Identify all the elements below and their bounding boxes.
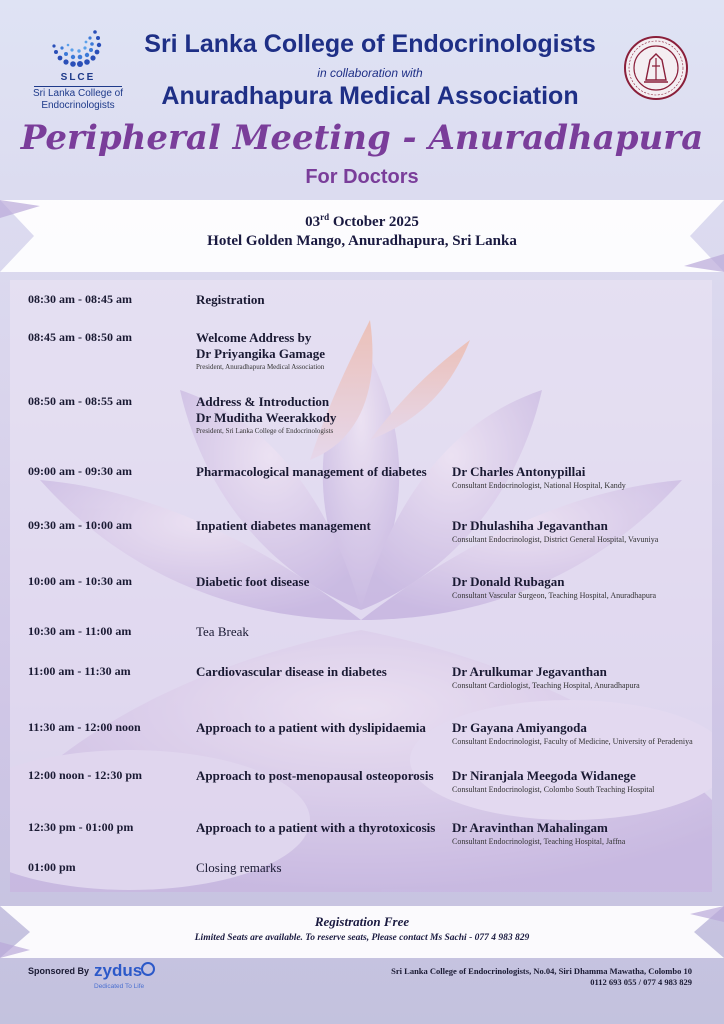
collab-text: in collaboration with	[317, 66, 423, 80]
footer-phone: 0112 693 055 / 077 4 983 829	[590, 977, 692, 987]
footer-address: Sri Lanka College of Endocrinologists, No.04, Siri Dhamma Mawatha, Colombo 10	[391, 966, 692, 976]
session-time: 12:00 noon - 12:30 pm	[28, 768, 143, 782]
session-topic: Diabetic foot disease	[196, 574, 310, 589]
speaker-name: Dr Dhulashiha Jegavanthan	[452, 518, 608, 533]
speaker-name: Dr Charles Antonypillai	[452, 464, 586, 479]
event-date	[0, 212, 724, 231]
sponsor-label: Sponsored By	[28, 966, 90, 976]
assoc-title: Anuradhapura Medical Association	[161, 82, 579, 110]
session-time: 08:50 am - 08:55 am	[28, 394, 132, 408]
session-time: 11:00 am - 11:30 am	[28, 664, 131, 678]
session-time: 10:30 am - 11:00 am	[28, 624, 132, 638]
session-topic-line1: Address & Introduction	[196, 394, 330, 409]
session-topic: Approach to post-menopausal osteoporosis	[196, 768, 434, 783]
session-topic: Closing remarks	[196, 860, 282, 875]
session-topic: Approach to a patient with a thyrotoxicosis	[196, 820, 436, 835]
session-speaker	[452, 664, 702, 691]
event-venue: Hotel Golden Mango, Anuradhapura, Sri Lanka	[207, 233, 517, 249]
speaker-title: Consultant Endocrinologist, Colombo South Teaching Hospital	[452, 785, 655, 794]
session-time: 08:30 am - 08:45 am	[28, 292, 132, 306]
speaker-name: Dr Aravinthan Mahalingam	[452, 820, 608, 835]
event-month-year: October 2025	[332, 214, 419, 230]
speaker-title: Consultant Endocrinologist, Faculty of Medicine, University of Peradeniya	[452, 737, 693, 746]
session-speaker	[452, 720, 702, 747]
session-speaker	[452, 820, 702, 847]
audience-subtitle: For Doctors	[305, 166, 419, 188]
session-topic	[196, 330, 446, 372]
association-seal-icon	[624, 36, 688, 100]
logo-abbr: SLCE	[60, 72, 96, 83]
session-topic: Cardiovascular disease in diabetes	[196, 664, 387, 679]
speaker-title: Consultant Vascular Surgeon, Teaching Hospital, Anuradhapura	[452, 591, 657, 600]
logo-name-line2: Endocrinologists	[41, 100, 115, 111]
session-time: 10:00 am - 10:30 am	[28, 574, 132, 588]
speaker-title: Consultant Endocrinologist, Teaching Hospital, Jaffna	[452, 837, 626, 846]
session-topic-line1: Welcome Address by	[196, 330, 312, 345]
session-topic: Pharmacological management of diabetes	[196, 464, 427, 479]
speaker-name: Dr Donald Rubagan	[452, 574, 565, 589]
schedule-panel	[10, 280, 712, 892]
session-time: 11:30 am - 12:00 noon	[28, 720, 141, 734]
session-time: 01:00 pm	[28, 860, 76, 874]
presenter-title: President, Sri Lanka College of Endocrinologists	[196, 427, 334, 435]
sponsor-name: zydus	[94, 961, 143, 980]
event-day-suffix: rd	[320, 212, 330, 222]
zydus-logo-icon	[94, 960, 156, 982]
session-speaker	[452, 464, 702, 491]
org-title: Sri Lanka College of Endocrinologists	[144, 30, 596, 58]
logo-divider	[34, 86, 122, 87]
session-topic: Approach to a patient with dyslipidaemia	[196, 720, 426, 735]
session-speaker	[452, 574, 702, 601]
session-presenter: Dr Muditha Weerakkody	[196, 410, 337, 425]
session-time: 09:00 am - 09:30 am	[28, 464, 132, 478]
logo-name-line1: Sri Lanka College of	[32, 88, 124, 99]
speaker-title: Consultant Endocrinologist, District General Hospital, Vavuniya	[452, 535, 659, 544]
dots-logo-icon	[48, 26, 108, 70]
presenter-title: President, Anuradhapura Medical Association	[196, 363, 325, 371]
session-time: 08:45 am - 08:50 am	[28, 330, 132, 344]
speaker-name: Dr Gayana Amiyangoda	[452, 720, 587, 735]
event-day: 03	[305, 214, 321, 230]
session-time: 12:30 pm - 01:00 pm	[28, 820, 134, 834]
registration-title: Registration Free	[314, 914, 410, 929]
session-speaker	[452, 518, 702, 545]
registration-info: Limited Seats are available. To reserve seats, Please contact Ms Sachi - 077 4 983 829	[194, 933, 530, 943]
session-speaker	[452, 768, 702, 795]
speaker-title: Consultant Cardiologist, Teaching Hospital, Anuradhapura	[452, 681, 640, 690]
meeting-title: Peripheral Meeting - Anuradhapura	[20, 118, 704, 158]
session-topic: Tea Break	[196, 624, 249, 639]
session-time: 09:30 am - 10:00 am	[28, 518, 132, 532]
session-topic: Inpatient diabetes management	[196, 518, 371, 533]
speaker-name: Dr Arulkumar Jegavanthan	[452, 664, 607, 679]
speaker-name: Dr Niranjala Meegoda Widanege	[452, 768, 636, 783]
session-topic	[196, 394, 446, 436]
sponsor-tagline: Dedicated To Life	[94, 983, 145, 990]
session-topic: Registration	[196, 292, 265, 307]
speaker-title: Consultant Endocrinologist, National Hospital, Kandy	[452, 481, 626, 490]
session-presenter: Dr Priyangika Gamage	[196, 346, 326, 361]
